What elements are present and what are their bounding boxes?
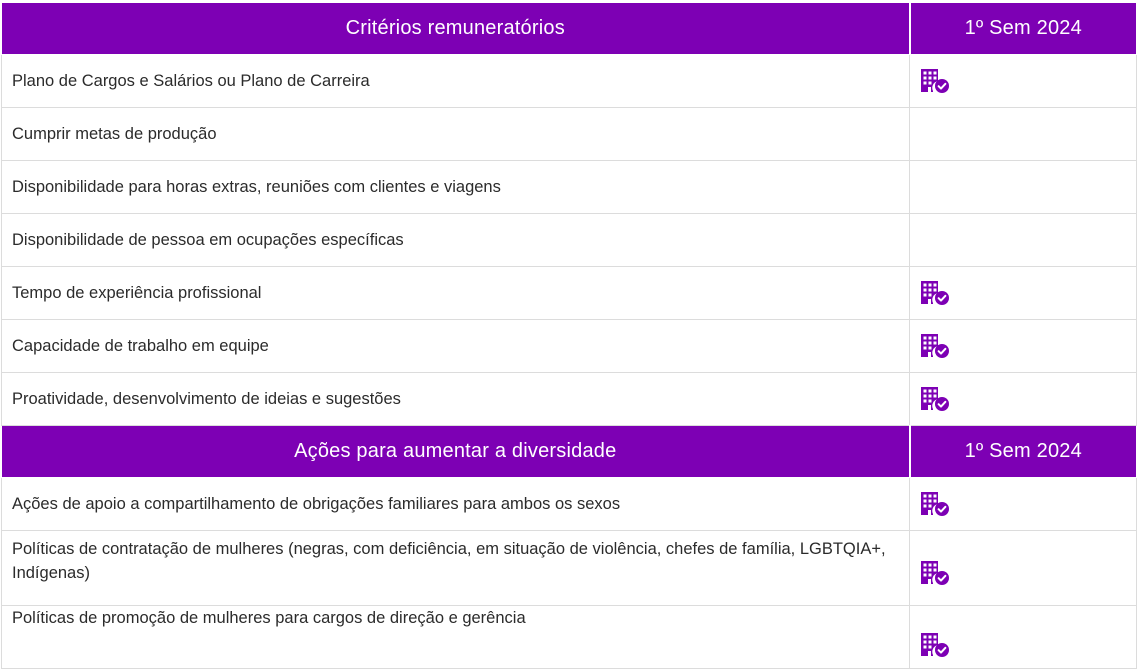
building-check-icon xyxy=(919,280,951,306)
table-row xyxy=(2,161,1137,214)
building-check-icon xyxy=(919,632,951,658)
building-check-icon xyxy=(919,386,951,412)
row-label: Disponibilidade para horas extras, reuniões com clientes e viagens xyxy=(2,161,910,214)
row-status xyxy=(910,606,1137,669)
row-label: Plano de Cargos e Salários ou Plano de Carreira xyxy=(2,55,910,108)
table-row xyxy=(2,373,1137,426)
criteria-table xyxy=(1,2,1137,669)
section-title: Ações para aumentar a diversidade xyxy=(2,426,910,478)
row-status xyxy=(910,478,1137,531)
period-header: 1º Sem 2024 xyxy=(910,3,1137,55)
building-check-icon xyxy=(919,333,951,359)
row-label: Capacidade de trabalho em equipe xyxy=(2,320,910,373)
building-check-icon xyxy=(919,491,951,517)
table-row xyxy=(2,267,1137,320)
table-row xyxy=(2,531,1137,606)
period-header: 1º Sem 2024 xyxy=(910,426,1137,478)
row-status xyxy=(910,373,1137,426)
row-label: Políticas de promoção de mulheres para cargos de direção e gerência xyxy=(2,606,910,669)
section-header xyxy=(2,426,1137,478)
table-row xyxy=(2,478,1137,531)
table-row xyxy=(2,108,1137,161)
section-title: Critérios remuneratórios xyxy=(2,3,910,55)
row-label: Políticas de contratação de mulheres (negras, com deficiência, em situação de violência, chefes de família, LGBTQIA+, Indígenas) xyxy=(2,531,910,606)
row-status xyxy=(910,161,1137,214)
row-status xyxy=(910,531,1137,606)
row-label: Disponibilidade de pessoa em ocupações específicas xyxy=(2,214,910,267)
table-row xyxy=(2,55,1137,108)
table-row xyxy=(2,606,1137,669)
row-label: Proatividade, desenvolvimento de ideias e sugestões xyxy=(2,373,910,426)
section-header xyxy=(2,3,1137,55)
table-row xyxy=(2,320,1137,373)
row-label: Ações de apoio a compartilhamento de obrigações familiares para ambos os sexos xyxy=(2,478,910,531)
row-status xyxy=(910,55,1137,108)
row-status xyxy=(910,320,1137,373)
table-row xyxy=(2,214,1137,267)
building-check-icon xyxy=(919,68,951,94)
row-status xyxy=(910,108,1137,161)
row-status xyxy=(910,214,1137,267)
row-label: Tempo de experiência profissional xyxy=(2,267,910,320)
row-status xyxy=(910,267,1137,320)
row-label: Cumprir metas de produção xyxy=(2,108,910,161)
building-check-icon xyxy=(919,560,951,586)
